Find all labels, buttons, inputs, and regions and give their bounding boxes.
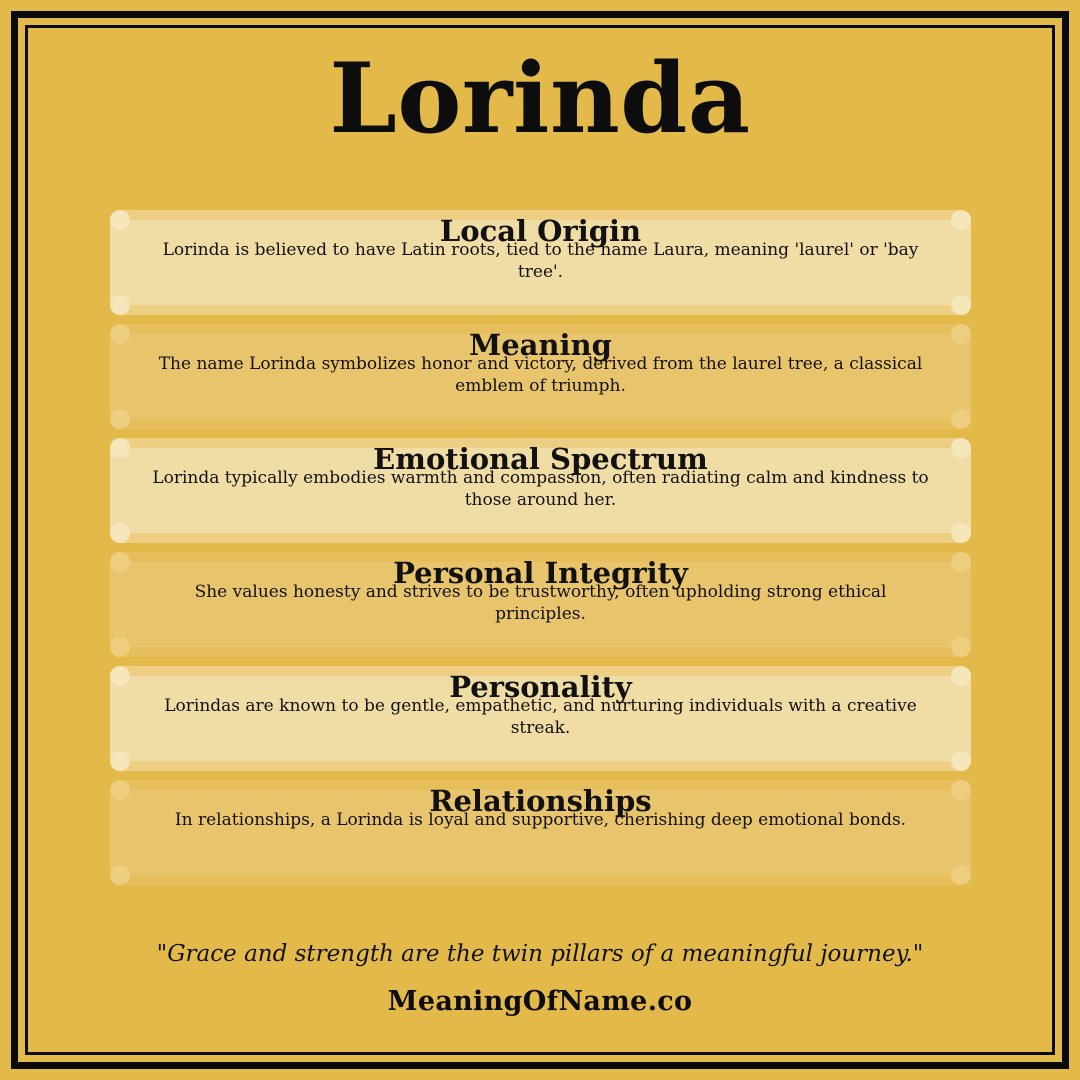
- corner-dot: [951, 637, 971, 657]
- corner-dot: [951, 295, 971, 315]
- section-local-origin: [110, 210, 971, 315]
- section-personality: [110, 666, 971, 771]
- quote: "Grace and strength are the twin pillars of a meaningful journey.": [156, 941, 924, 967]
- section-text: Lorindas are known to be gentle, empathetic, and nurturing individuals with a creative streak.: [164, 696, 917, 738]
- section-heading: Local Origin: [439, 214, 642, 248]
- section-personal-integrity: [110, 552, 971, 657]
- section-text: She values honesty and strives to be trustworthy, often upholding strong ethical principles.: [194, 582, 887, 624]
- corner-dot: [110, 523, 130, 543]
- section-emotional-spectrum: [110, 438, 971, 543]
- corner-dot: [110, 409, 130, 429]
- section-relationships: [110, 780, 971, 885]
- section-heading: Relationships: [429, 784, 652, 818]
- section-text: In relationships, a Lorinda is loyal and supportive, cherishing deep emotional bonds.: [174, 810, 907, 830]
- section-heading: Personal Integrity: [393, 556, 688, 590]
- corner-dot: [951, 865, 971, 885]
- corner-dot: [951, 751, 971, 771]
- section-meaning: [110, 324, 971, 429]
- site-name: MeaningOfName.co: [387, 986, 693, 1017]
- corner-dot: [951, 409, 971, 429]
- section-text: The name Lorinda symbolizes honor and victory, derived from the laurel tree, a classical emblem of triumph.: [158, 354, 923, 396]
- corner-dot: [110, 295, 130, 315]
- corner-dot: [110, 637, 130, 657]
- section-heading: Emotional Spectrum: [373, 442, 708, 476]
- section-text: Lorinda is believed to have Latin roots, tied to the name Laura, meaning 'laurel' or 'bay tree'.: [162, 240, 919, 282]
- corner-dot: [951, 523, 971, 543]
- corner-dot: [110, 865, 130, 885]
- section-heading: Meaning: [469, 328, 612, 362]
- section-heading: Personality: [449, 670, 632, 704]
- name-title: Lorinda: [329, 42, 751, 155]
- section-text: Lorinda typically embodies warmth and compassion, often radiating calm and kindness to those around her.: [152, 468, 929, 510]
- corner-dot: [110, 751, 130, 771]
